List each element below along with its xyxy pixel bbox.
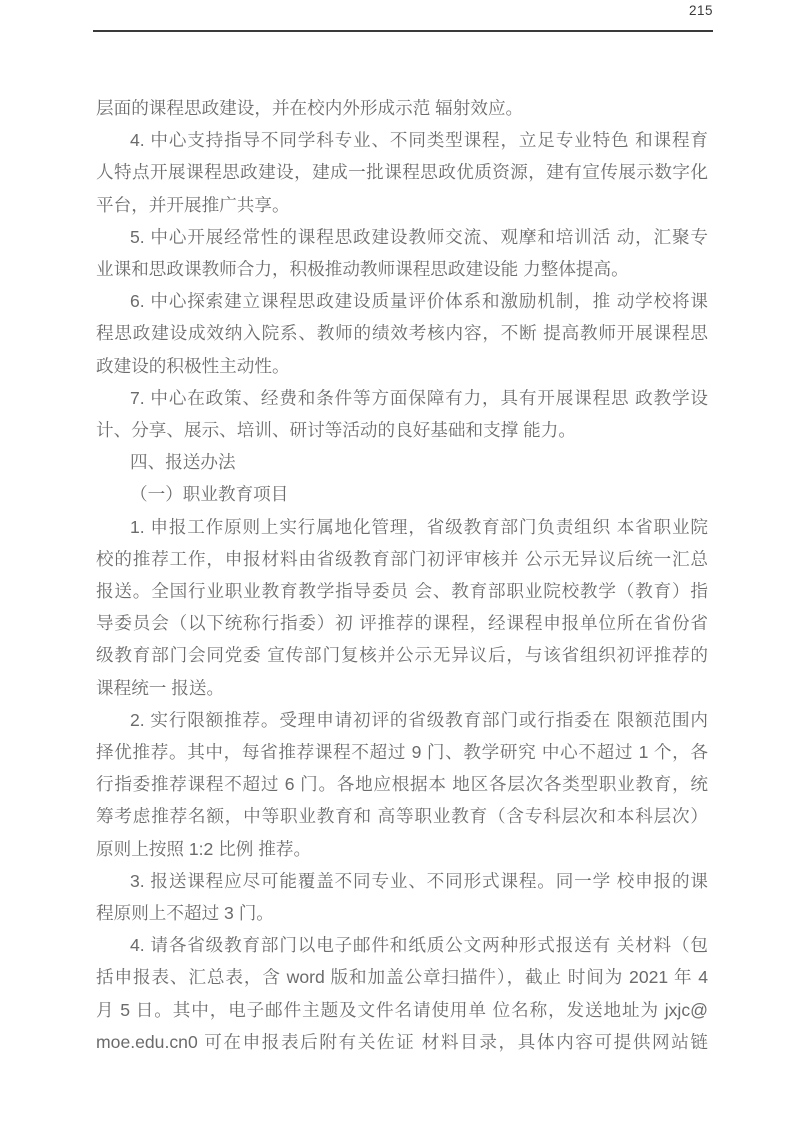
text-line: 报送。全国行业职业教育教学指导委员 会、教育部职业院校教学（教育）指	[96, 581, 708, 602]
text-line: 人特点开展课程思政建设，建成一批课程思政优质资源，建有宣传展示数字化	[96, 162, 708, 183]
text-line: 2. 实行限额推荐。受理申请初评的省级教育部门或行指委在 限额范围内	[130, 709, 708, 730]
text-line: 择优推荐。其中，每省推荐课程不超过 9 门、教学研究 中心不超过 1 个，各	[96, 742, 708, 763]
text-line: 5. 中心开展经常性的课程思政建设教师交流、观摩和培训活 动，汇聚专	[130, 226, 708, 247]
text-line: 四、报送办法	[130, 452, 236, 473]
text-line: moe.edu.cn0 可在申报表后附有关佐证 材料目录，具体内容可提供网站链	[96, 1031, 708, 1052]
text-line: 行指委推荐课程不超过 6 门。各地应根据本 地区各层次各类型职业教育，统	[96, 774, 708, 795]
text-line: 政建设的积极性主动性。	[96, 355, 290, 376]
page-number: 215	[688, 3, 713, 18]
text-line: 筹考虑推荐名额，中等职业教育和 高等职业教育（含专科层次和本科层次）	[96, 806, 708, 827]
text-line: 课程统一 报送。	[96, 677, 225, 698]
text-line: 1. 申报工作原则上实行属地化管理，省级教育部门负责组织 本省职业院	[130, 516, 708, 537]
text-line: 3. 报送课程应尽可能覆盖不同专业、不同形式课程。同一学 校申报的课	[130, 870, 708, 891]
text-line: 原则上按照 1:2 比例 推荐。	[96, 838, 312, 859]
text-line: 月 5 日。其中，电子邮件主题及文件名请使用单 位名称，发送地址为 jxjc@	[96, 999, 708, 1020]
header-rule-divider	[93, 30, 713, 32]
text-line: 括申报表、汇总表，含 word 版和加盖公章扫描件），截止 时间为 2021 年 4	[96, 967, 708, 988]
text-line: 6. 中心探索建立课程思政建设质量评价体系和激励机制，推 动学校将课	[130, 291, 708, 312]
text-line: 平台，并开展推广共享。	[96, 194, 290, 215]
text-line: 程思政建设成效纳入院系、教师的绩效考核内容，不断 提高教师开展课程思	[96, 323, 708, 344]
text-line: 计、分享、展示、培训、研讨等活动的良好基础和支撑 能力。	[96, 420, 576, 441]
text-line: 程原则上不超过 3 门。	[96, 903, 274, 924]
text-line: 7. 中心在政策、经费和条件等方面保障有力，具有开展课程思 政教学设	[130, 387, 708, 408]
text-line: 导委员会（以下统称行指委）初 评推荐的课程，经课程申报单位所在省份省	[96, 613, 708, 634]
text-line: （一）职业教育项目	[130, 484, 289, 505]
text-line: 层面的课程思政建设，并在校内外形成示范 辐射效应。	[96, 98, 524, 118]
text-line: 业课和思政课教师合力，积极推动教师课程思政建设能 力整体提高。	[96, 259, 629, 280]
text-line: 4. 请各省级教育部门以电子邮件和纸质公文两种形式报送有 关材料（包	[130, 935, 708, 956]
text-line: 级教育部门会同党委 宣传部门复核并公示无异议后，与该省组织初评推荐的	[96, 645, 708, 666]
text-line: 4. 中心支持指导不同学科专业、不同类型课程，立足专业特色 和课程育	[130, 130, 708, 151]
text-line: 校的推荐工作，申报材料由省级教育部门初评审核并 公示无异议后统一汇总	[96, 548, 708, 569]
document-body	[96, 92, 708, 1058]
